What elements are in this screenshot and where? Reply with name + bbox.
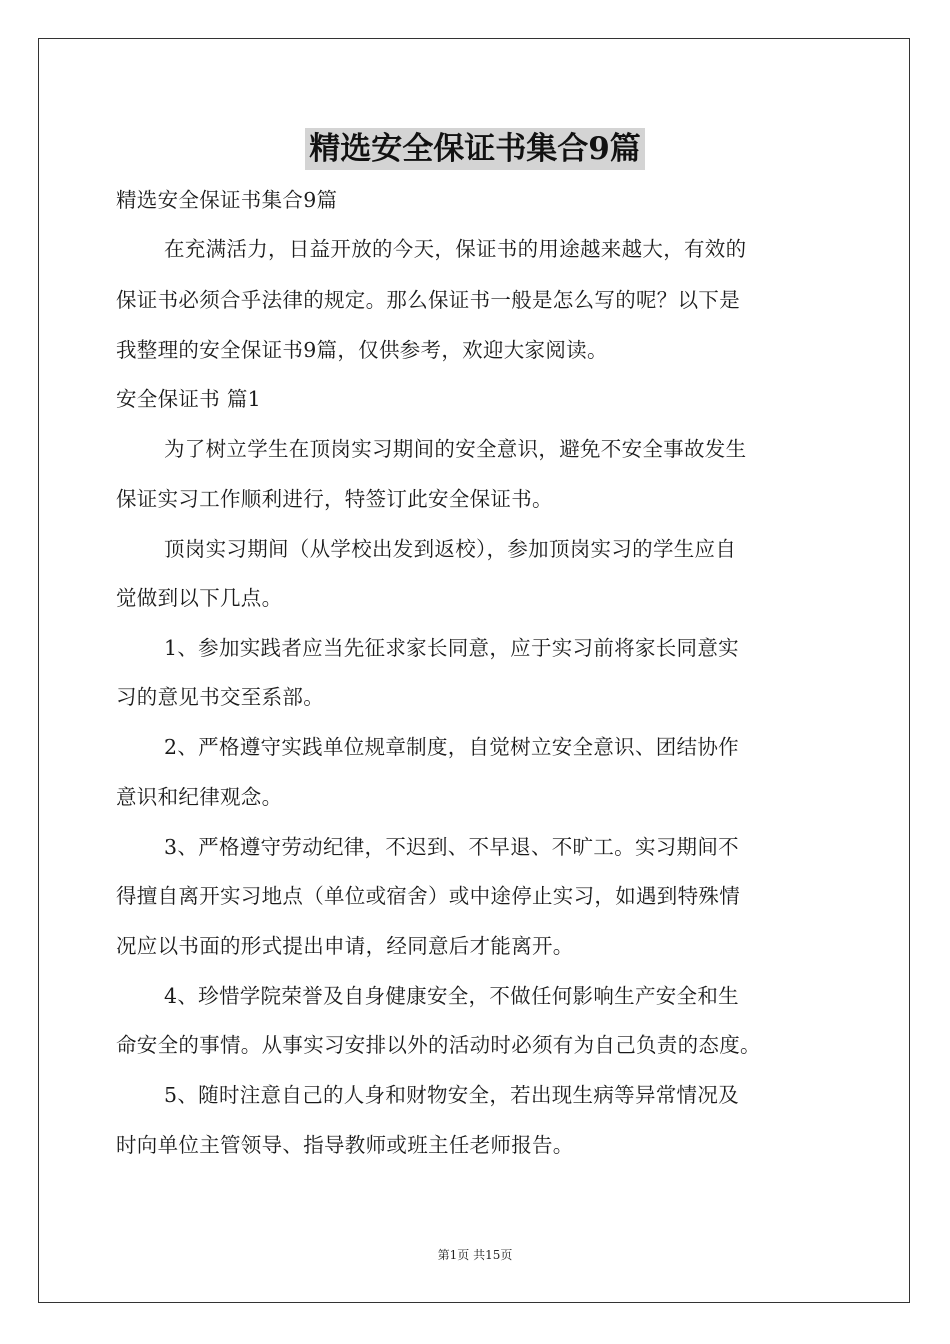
page-border xyxy=(38,38,910,1303)
paragraph-line: 为了树立学生在顶岗实习期间的安全意识，避免不安全事故发生 xyxy=(164,437,747,461)
paragraph-line: 习的意见书交至系部。 xyxy=(116,685,324,709)
paragraph-line: 时向单位主管领导、指导教师或班主任老师报告。 xyxy=(116,1133,574,1157)
paragraph-line: 2、严格遵守实践单位规章制度，自觉树立安全意识、团结协作 xyxy=(164,735,739,759)
paragraph-line: 在充满活力，日益开放的今天，保证书的用途越来越大，有效的 xyxy=(164,237,747,261)
paragraph-line: 3、严格遵守劳动纪律，不迟到、不早退、不旷工。实习期间不 xyxy=(164,835,739,859)
title-container xyxy=(0,128,950,170)
paragraph-line: 况应以书面的形式提出申请，经同意后才能离开。 xyxy=(116,934,574,958)
paragraph-line: 5、随时注意自己的人身和财物安全，若出现生病等异常情况及 xyxy=(164,1083,739,1107)
paragraph-line: 命安全的事情。从事实习安排以外的活动时必须有为自己负责的态度。 xyxy=(116,1033,761,1057)
document-title: 精选安全保证书集合9篇 xyxy=(305,128,645,170)
paragraph-line: 意识和纪律观念。 xyxy=(116,785,283,809)
document-subtitle: 精选安全保证书集合9篇 xyxy=(116,188,338,212)
paragraph-line: 4、珍惜学院荣誉及自身健康安全，不做任何影响生产安全和生 xyxy=(164,984,739,1008)
paragraph-line: 保证书必须合乎法律的规定。那么保证书一般是怎么写的呢？以下是 xyxy=(116,288,740,312)
paragraph-line: 觉做到以下几点。 xyxy=(116,586,283,610)
page-footer: 第1页 共15页 xyxy=(437,1248,513,1262)
paragraph-line: 得擅自离开实习地点（单位或宿舍）或中途停止实习，如遇到特殊情 xyxy=(116,884,740,908)
paragraph-line: 保证实习工作顺利进行，特签订此安全保证书。 xyxy=(116,487,553,511)
paragraph-line: 1、参加实践者应当先征求家长同意，应于实习前将家长同意实 xyxy=(164,636,739,660)
section-heading: 安全保证书 篇1 xyxy=(116,387,261,411)
paragraph-line: 顶岗实习期间（从学校出发到返校），参加顶岗实习的学生应自 xyxy=(164,537,737,561)
paragraph-line: 我整理的安全保证书9篇，仅供参考，欢迎大家阅读。 xyxy=(116,338,608,362)
